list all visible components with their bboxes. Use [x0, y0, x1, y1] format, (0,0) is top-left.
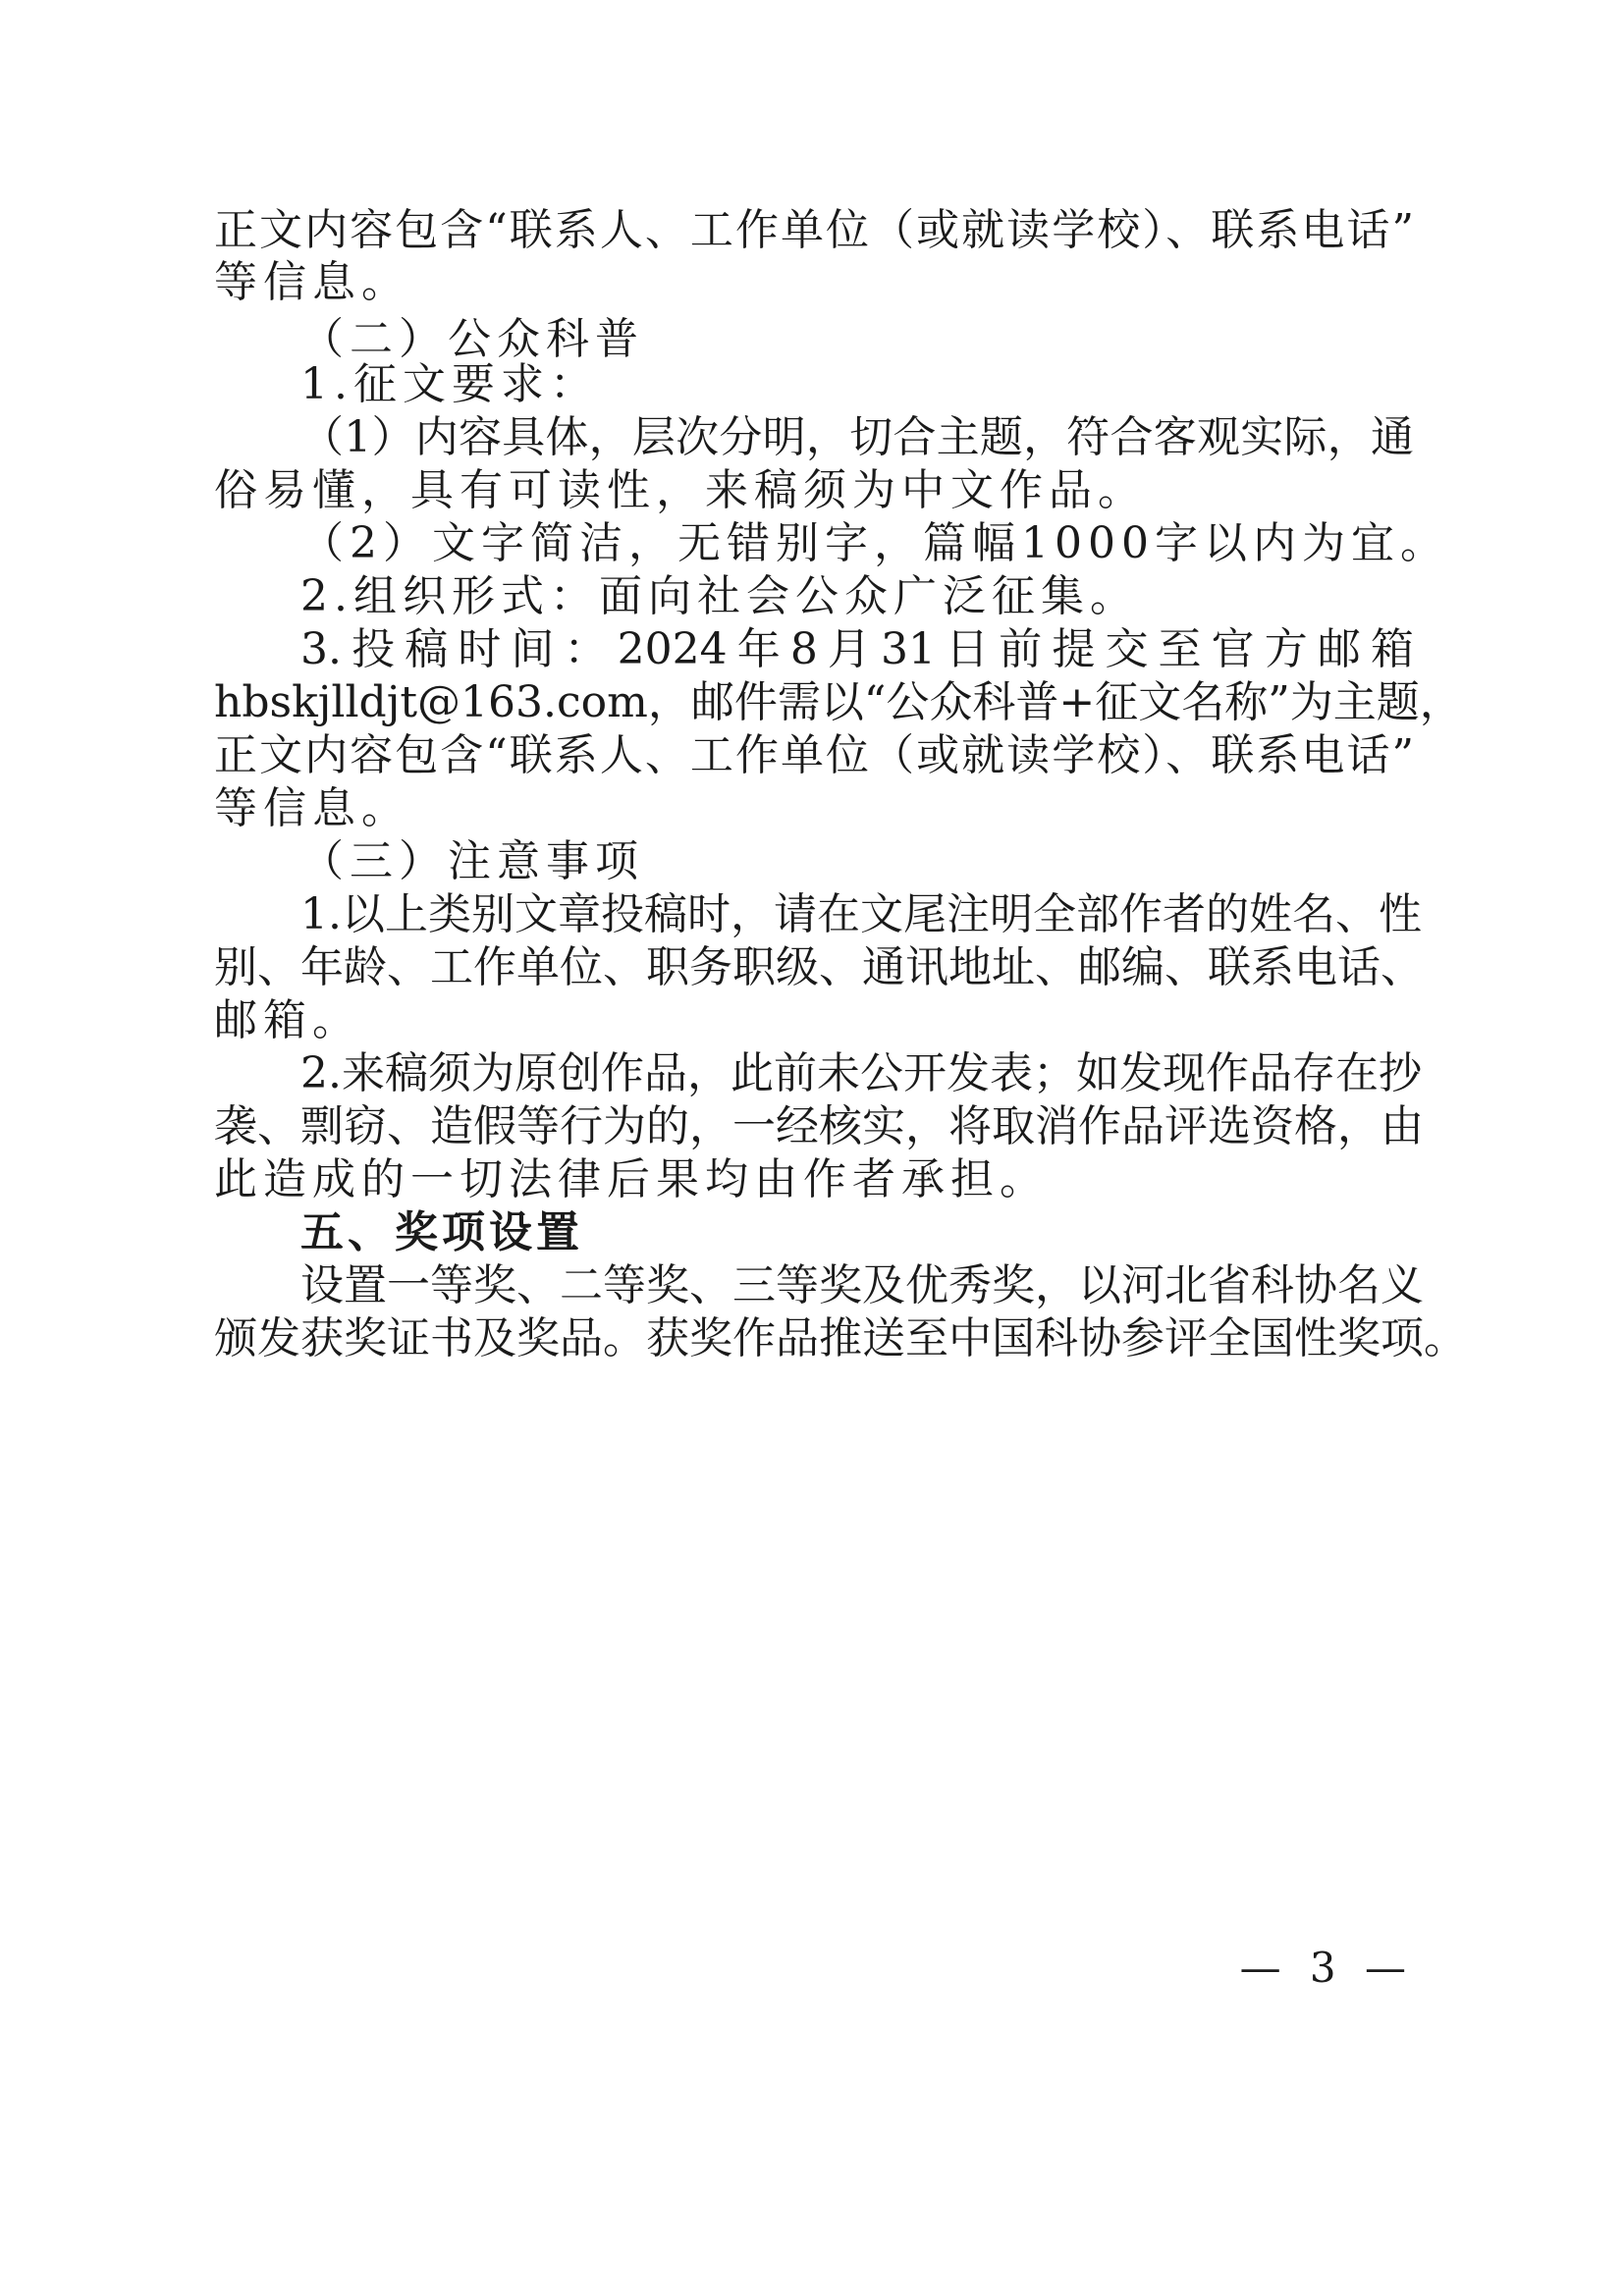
- body-text-line: hbskjlldjt@163.com，邮件需以“公众科普+征文名称”为主题，: [214, 677, 1463, 727]
- body-text-line: 正文内容包含“联系人、工作单位（或就读学校）、联系电话”: [214, 205, 1414, 255]
- body-text-line: 袭、剽窃、造假等行为的，一经核实，将取消作品评选资格，由: [214, 1101, 1424, 1151]
- body-text-line: 2.来稿须为原创作品，此前未公开发表；如发现作品存在抄: [300, 1048, 1422, 1098]
- body-text-line: 正文内容包含“联系人、工作单位（或就读学校）、联系电话”: [214, 730, 1414, 780]
- body-text-line: （1）内容具体，层次分明，切合主题，符合客观实际，通: [300, 412, 1414, 462]
- subsection-heading: （二）公众科普: [300, 314, 644, 364]
- body-text-line: 3.投稿时间：2024年8月31日前提交至官方邮箱: [300, 624, 1414, 674]
- body-text-line: 颁发获奖证书及奖品。获奖作品推送至中国科协参评全国性奖项。: [214, 1313, 1467, 1363]
- body-text-line: 俗易懂，具有可读性，来稿须为中文作品。: [214, 465, 1147, 515]
- body-text-line: 等信息。: [214, 783, 410, 833]
- body-text-line: 此造成的一切法律后果均由作者承担。: [214, 1154, 1049, 1204]
- body-text-line: （2）文字简洁，无错别字，篇幅1000字以内为宜。: [300, 518, 1449, 568]
- body-text-line: 邮箱。: [214, 995, 361, 1045]
- body-text-line: 2.组织形式：面向社会公众广泛征集。: [300, 571, 1139, 621]
- body-text-line: 等信息。: [214, 257, 410, 307]
- page-number: — 3 —: [1239, 1944, 1414, 1992]
- subsection-heading: （三）注意事项: [300, 836, 644, 886]
- body-text-line: 1.以上类别文章投稿时，请在文尾注明全部作者的姓名、性: [300, 889, 1422, 939]
- body-text-line: 设置一等奖、二等奖、三等奖及优秀奖，以河北省科协名义: [300, 1260, 1424, 1310]
- body-text-line: 别、年龄、工作单位、职务职级、通讯地址、邮编、联系电话、: [214, 942, 1424, 992]
- body-text-line: 1.征文要求：: [300, 359, 599, 409]
- section-heading: 五、奖项设置: [300, 1207, 583, 1257]
